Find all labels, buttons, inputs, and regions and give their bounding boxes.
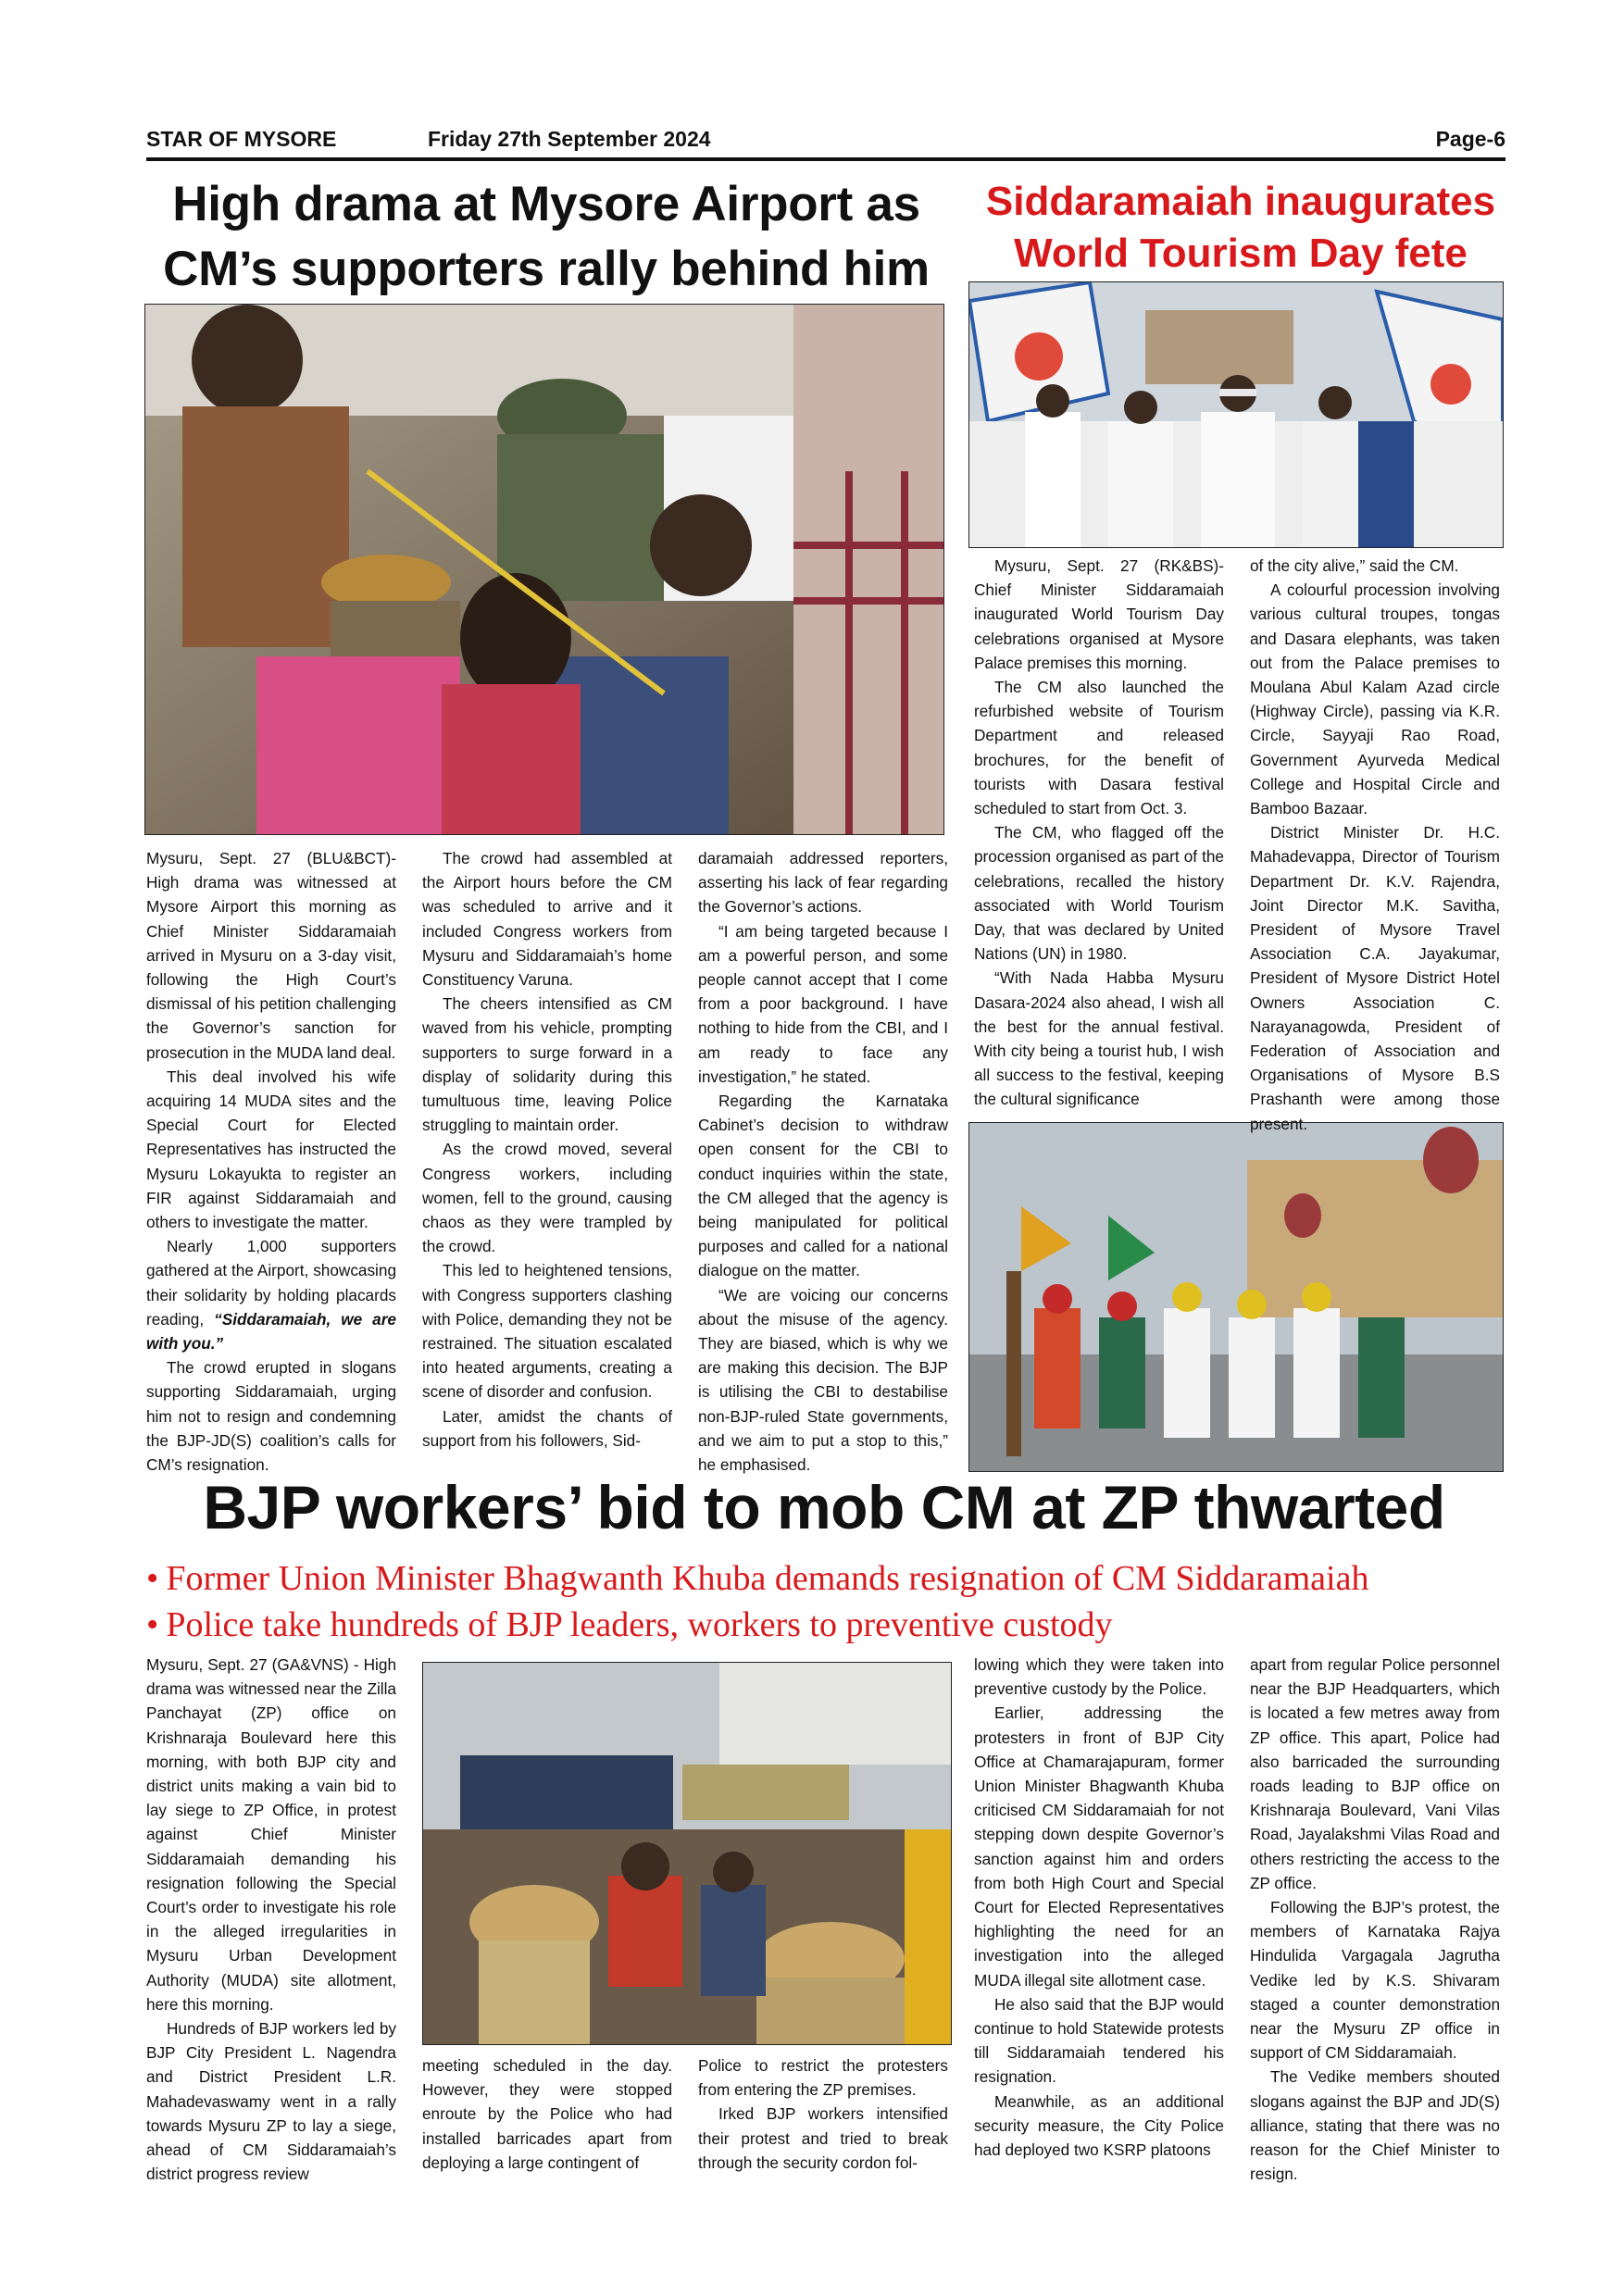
palace-procession-photo [968, 1122, 1504, 1472]
zp-story-col3: Police to restrict the protesters from entering the ZP premises. Irked BJP workers intensified their protest and tried to break through the security cordon fol- [698, 2056, 948, 2172]
tourism-story-col2: of the city alive,” said the CM. A colourful procession involving various cultural troupes, tongas and Dasara elephants, was taken out from the Palace premises to Moulana Abul Kalam Azad circle (Highway Circle), passing via K.R. Circle, Sayyaji Rao Road, Government Ayurveda Medical College and Hospital Circle and Bamboo Bazaar. District Minister Dr. H.C. Mahadevappa, Director of Tourism Department Dr. K.V. Rajendra, Joint Director M.K. Savitha, President of Mysore Travel Association C.A. Jayakumar, President of Mysore District Hotel Owners Association C. Narayanagowda, President of Federation of Association and Organisations of Mysore B.S Prashanth were among those present. [1250, 556, 1500, 1133]
tourism-day-illustration [969, 282, 1503, 547]
tourism-day-photo [968, 281, 1504, 548]
tourism-headline: Siddaramaiah inaugurates World Tourism Day fete [985, 179, 1496, 276]
procession-illustration [969, 1123, 1503, 1471]
bullet-icon: • [146, 1559, 159, 1598]
masthead [146, 127, 1505, 160]
zp-story-col2: meeting scheduled in the day. However, they were stopped enroute by the Police who had installed barricades apart from deploying a large contingent of [422, 2056, 672, 2172]
zp-subhead-1: • Former Union Minister Bhagwanth Khuba demands resignation of CM Siddaramaiah [146, 1559, 1369, 1598]
tourism-story-col1: Mysuru, Sept. 27 (RK&BS)- Chief Minister Siddaramaiah inaugurated World Tourism Day celebrations organised at Mysore Palace premises this morning. The CM also launched the refurbished website of Tourism Department and released brochures, for the benefit of tourists with Dasara festival scheduled to start from Oct. 3. The CM, who flagged off the procession organised as part of the celebrations, recalled the history associated with World Tourism Day, that was declared by United Nations (UN) in 1980. “With Nada Habba Mysuru Dasara-2024 also ahead, I wish all the best for the annual festival. With city being a tourist hub, I wish all success to the festival, keeping the cultural significance [974, 556, 1224, 1109]
airport-story-col1: Mysuru, Sept. 27 (BLU&BCT)- High drama was witnessed at Mysore Airport this morning as Chief Minister Siddaramaiah arrived in Mysuru on a 3-day visit, following the High Court’s dismissal of his petition challenging the Governor’s sanction for prosecution in the MUDA land deal. This deal involved his wife acquiring 14 MUDA sites and the Special Court for Elected Representatives has instructed the Mysuru Lokayukta to register an FIR against Siddaramaiah and others to investigate the matter. Nearly 1,000 supporters gathered at the Airport, showcasing their solidarity by holding placards reading, “Siddaramaiah, we are with you.” The crowd erupted in slogans supporting Siddaramaiah, urging him not to resign and condemning the BJP-JD(S) coalition’s calls for CM’s resignation. [146, 849, 396, 1475]
bullet-icon: • [146, 1605, 159, 1644]
protest-illustration [423, 1663, 951, 2044]
airport-crowd-illustration [145, 305, 943, 834]
issue-date: Friday 27th September 2024 [428, 127, 711, 151]
zp-protest-photo [422, 1662, 952, 2045]
page-number: Page-6 [1435, 127, 1505, 151]
zp-story-col5: apart from regular Police personnel near the BJP Headquarters, which is located a few metres away from ZP office. This apart, Police had also barricaded the surrounding roads leading to BJP office on Krishnaraja Boulevard, Vani Vilas Road, Jayalakshmi Vilas Road and others restricting the access to the ZP office. Following the BJP’s protest, the members of Karnataka Rajya Hindulida Vargagala Jagrutha Vedike led by K.S. Shivaram staged a counter demonstration near the Mysuru ZP office in support of CM Siddaramaiah. The Vedike members shouted slogans against the BJP and JD(S) alliance, stating that there was no reason for the Chief Minister to resign. [1250, 1655, 1500, 2184]
airport-story-col3: daramaiah addressed reporters, asserting his lack of fear regarding the Governor’s actions. “I am being targeted because I am a powerful person, and some people cannot accept that I come from a poor background. I have nothing to hide from the CBI, and I am ready to face any investigation,” he stated. Regarding the Karnataka Cabinet’s decision to withdraw open consent for the CBI to conduct inquiries within the state, the CM alleged that the agency is being manipulated for political purposes and called for a national dialogue on the matter. “We are voicing our concerns about the misuse of the agency. They are biased, which is why we are making this decision. The BJP is utilising the CBI to destabilise non-BJP-ruled State governments, and we aim to put a stop to this,” he emphasised. [698, 849, 948, 1475]
paper-name: STAR OF MYSORE [146, 127, 337, 151]
zp-headline: BJP workers’ bid to mob CM at ZP thwarted [203, 1473, 1445, 1541]
masthead-rule [146, 157, 1505, 161]
airport-headline: High drama at Mysore Airport as CM’s supporters rally behind him [163, 177, 930, 296]
zp-story-col4: lowing which they were taken into preventive custody by the Police. Earlier, addressing the protesters in front of BJP City Office at Chamarajapuram, former Union Minister Bhagwanth Khuba criticised CM Siddaramaiah for not stepping down despite Governor’s sanction against him and orders from both High Court and Special Court for Elected Representatives highlighting the need for an investigation into the alleged MUDA illegal site allotment case. He also said that the BJP would continue to hold Statewide protests till Siddaramaiah tendered his resignation. Meanwhile, as an additional security measure, the City Police had deployed two KSRP platoons [974, 1655, 1224, 2160]
zp-subhead-2: • Police take hundreds of BJP leaders, workers to preventive custody [146, 1605, 1113, 1644]
placard-quote: “Siddaramaiah, we are with you.” [146, 1309, 396, 1354]
airport-crowd-photo [144, 304, 944, 835]
zp-story-col1: Mysuru, Sept. 27 (GA&VNS) - High drama was witnessed near the Zilla Panchayat (ZP) office on Krishnaraja Boulevard here this morning, with both BJP city and district units making a vain bid to lay siege to ZP Office, in protest against Chief Minister Siddaramaiah demanding his resignation following the Special Court’s order to investigate his role in the alleged irregularities in Mysuru Urban Development Authority (MUDA) site allotment, here this morning. Hundreds of BJP workers led by BJP City President L. Nagendra and District President L.R. Mahadevaswamy went in a rally towards Mysuru ZP to lay a siege, ahead of CM Siddaramaiah’s district progress review [146, 1655, 396, 2184]
airport-story-col2: The crowd had assembled at the Airport hours before the CM was scheduled to arrive and it included Congress workers from Mysuru and Siddaramaiah’s home Constituency Varuna. The cheers intensified as CM waved from his vehicle, prompting supporters to surge forward in a display of solidarity during this tumultuous time, leaving Police struggling to maintain order. As the crowd moved, several Congress workers, including women, fell to the ground, causing chaos as they were trampled by the crowd. This led to heightened tensions, with Congress supporters clashing with Police, demanding they not be restrained. The situation escalated into heated arguments, creating a scene of disorder and confusion. Later, amidst the chants of support from his followers, Sid- [422, 849, 672, 1450]
